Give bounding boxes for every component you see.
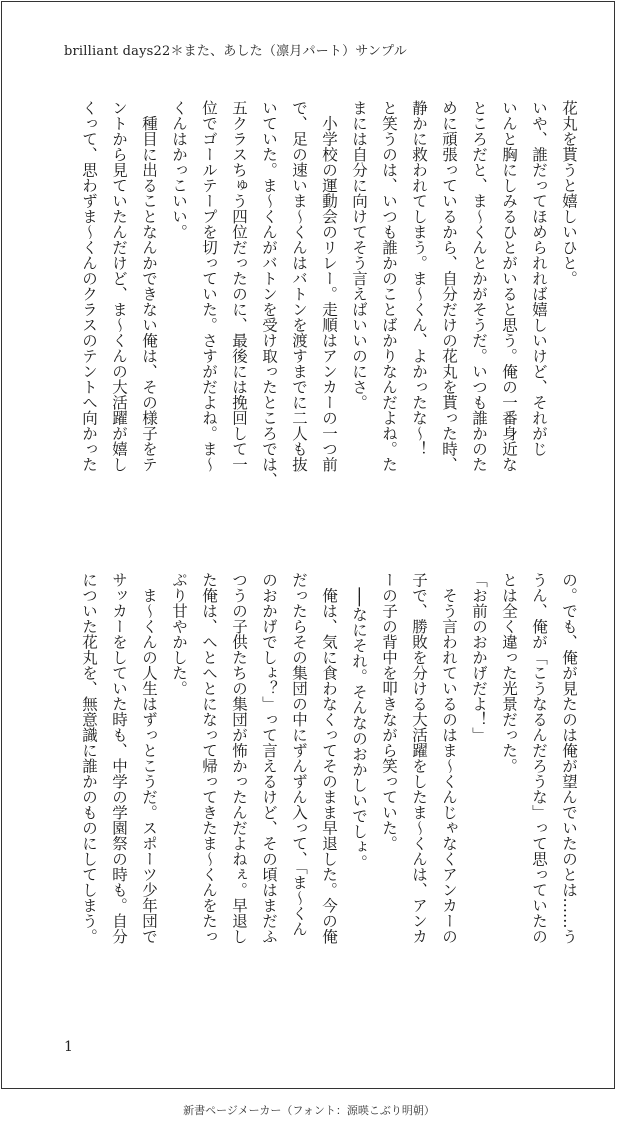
text-line: で、足の速いま〜くんはバトンを渡すまでに二人も抜: [290, 100, 308, 472]
text-line: についた花丸を、無意識に誰かのものにしてしまう。: [80, 572, 98, 944]
page-header-title: brilliant days22＊また、あした（凛月パート）サンプル: [64, 44, 407, 59]
manuscript-page: [1, 1, 615, 1089]
text-line: ま〜くんの人生はずっとこうだ。スポーツ少年団で: [140, 572, 158, 944]
text-line: ーの子の背中を叩きながら笑っていた。: [380, 572, 398, 851]
text-line: そう言われているのはま〜くんじゃなくアンカーの: [440, 572, 458, 944]
text-line: まには自分に向けてそう言えばいいのにさ。: [350, 100, 368, 410]
text-line: 花丸を貰うと嬉しいひと。: [560, 100, 578, 286]
text-line: いんと胸にしみるひとがいると思う。俺の一番身近な: [500, 100, 518, 472]
text-line: ントから見ていたんだけど、ま〜くんの大活躍が嬉し: [110, 100, 128, 472]
text-line: ──なにそれ。そんなのおかしいでしょ。: [350, 572, 368, 870]
text-line: くって、思わずま〜くんのクラスのテントへ向かった: [80, 100, 98, 472]
text-line: めに頑張っているから、自分だけの花丸を貰った時、: [440, 100, 458, 472]
text-line: くんはかっこいい。: [170, 100, 188, 240]
text-line: と笑うのは、いつも誰かのことばかりなんだよね。た: [380, 100, 398, 472]
text-line: 子で、勝敗を分ける大活躍をしたま〜くんは、アンカ: [410, 572, 428, 944]
body-text-upper: [44, 100, 584, 530]
text-line: のおかげでしょ？」って言えるけど、その頃はまだふ: [260, 572, 278, 944]
page-number: 1: [64, 1039, 73, 1055]
text-line: ぷり甘やかした。: [170, 572, 188, 696]
text-line: の。でも、俺が見たのは俺が望んでいたのとは……う: [560, 572, 578, 944]
text-line: つうの子供たちの集団が怖かったんだよねぇ。早退し: [230, 572, 248, 944]
text-line: いていた。ま〜くんがバトンを受け取ったところでは、: [260, 100, 278, 488]
text-line: サッカーをしていた時も、中学の学園祭の時も。自分: [110, 572, 128, 944]
text-line: 「お前のおかげだよ！」: [470, 572, 488, 743]
text-line: ところだと、ま〜くんとかがそうだ。いつも誰かのた: [470, 100, 488, 472]
text-line: いや、誰だってほめられれば嬉しいけど、それがじ: [530, 100, 548, 457]
text-line: だったらその集団の中にずんずん入って、「ま〜くん: [290, 572, 308, 937]
text-line: 位でゴールテープを切っていた。さすがだよね。ま〜: [200, 100, 218, 472]
text-line: た俺は、へとへとになって帰ってきたま〜くんをたっ: [200, 572, 218, 944]
text-line: 種目に出ることなんかできない俺は、その様子をテ: [140, 100, 158, 472]
text-line: 静かに救われてしまう。ま〜くん、よかったな〜！: [410, 100, 428, 457]
body-text-lower: [44, 572, 584, 1012]
text-line: 小学校の運動会のリレー。走順はアンカーの一つ前: [320, 100, 338, 472]
footer-credit: 新書ページメーカー（フォント：源暎こぶり明朝）: [183, 1104, 435, 1117]
text-line: うん、俺が「こうなるんだろうな」って思っていたの: [530, 572, 548, 944]
text-line: とは全く違った光景だった。: [500, 572, 518, 774]
text-line: 五クラスちゅう四位だったのに、最後には挽回して一: [230, 100, 248, 472]
text-line: 俺は、気に食わなくってそのまま早退した。今の俺: [320, 572, 338, 944]
